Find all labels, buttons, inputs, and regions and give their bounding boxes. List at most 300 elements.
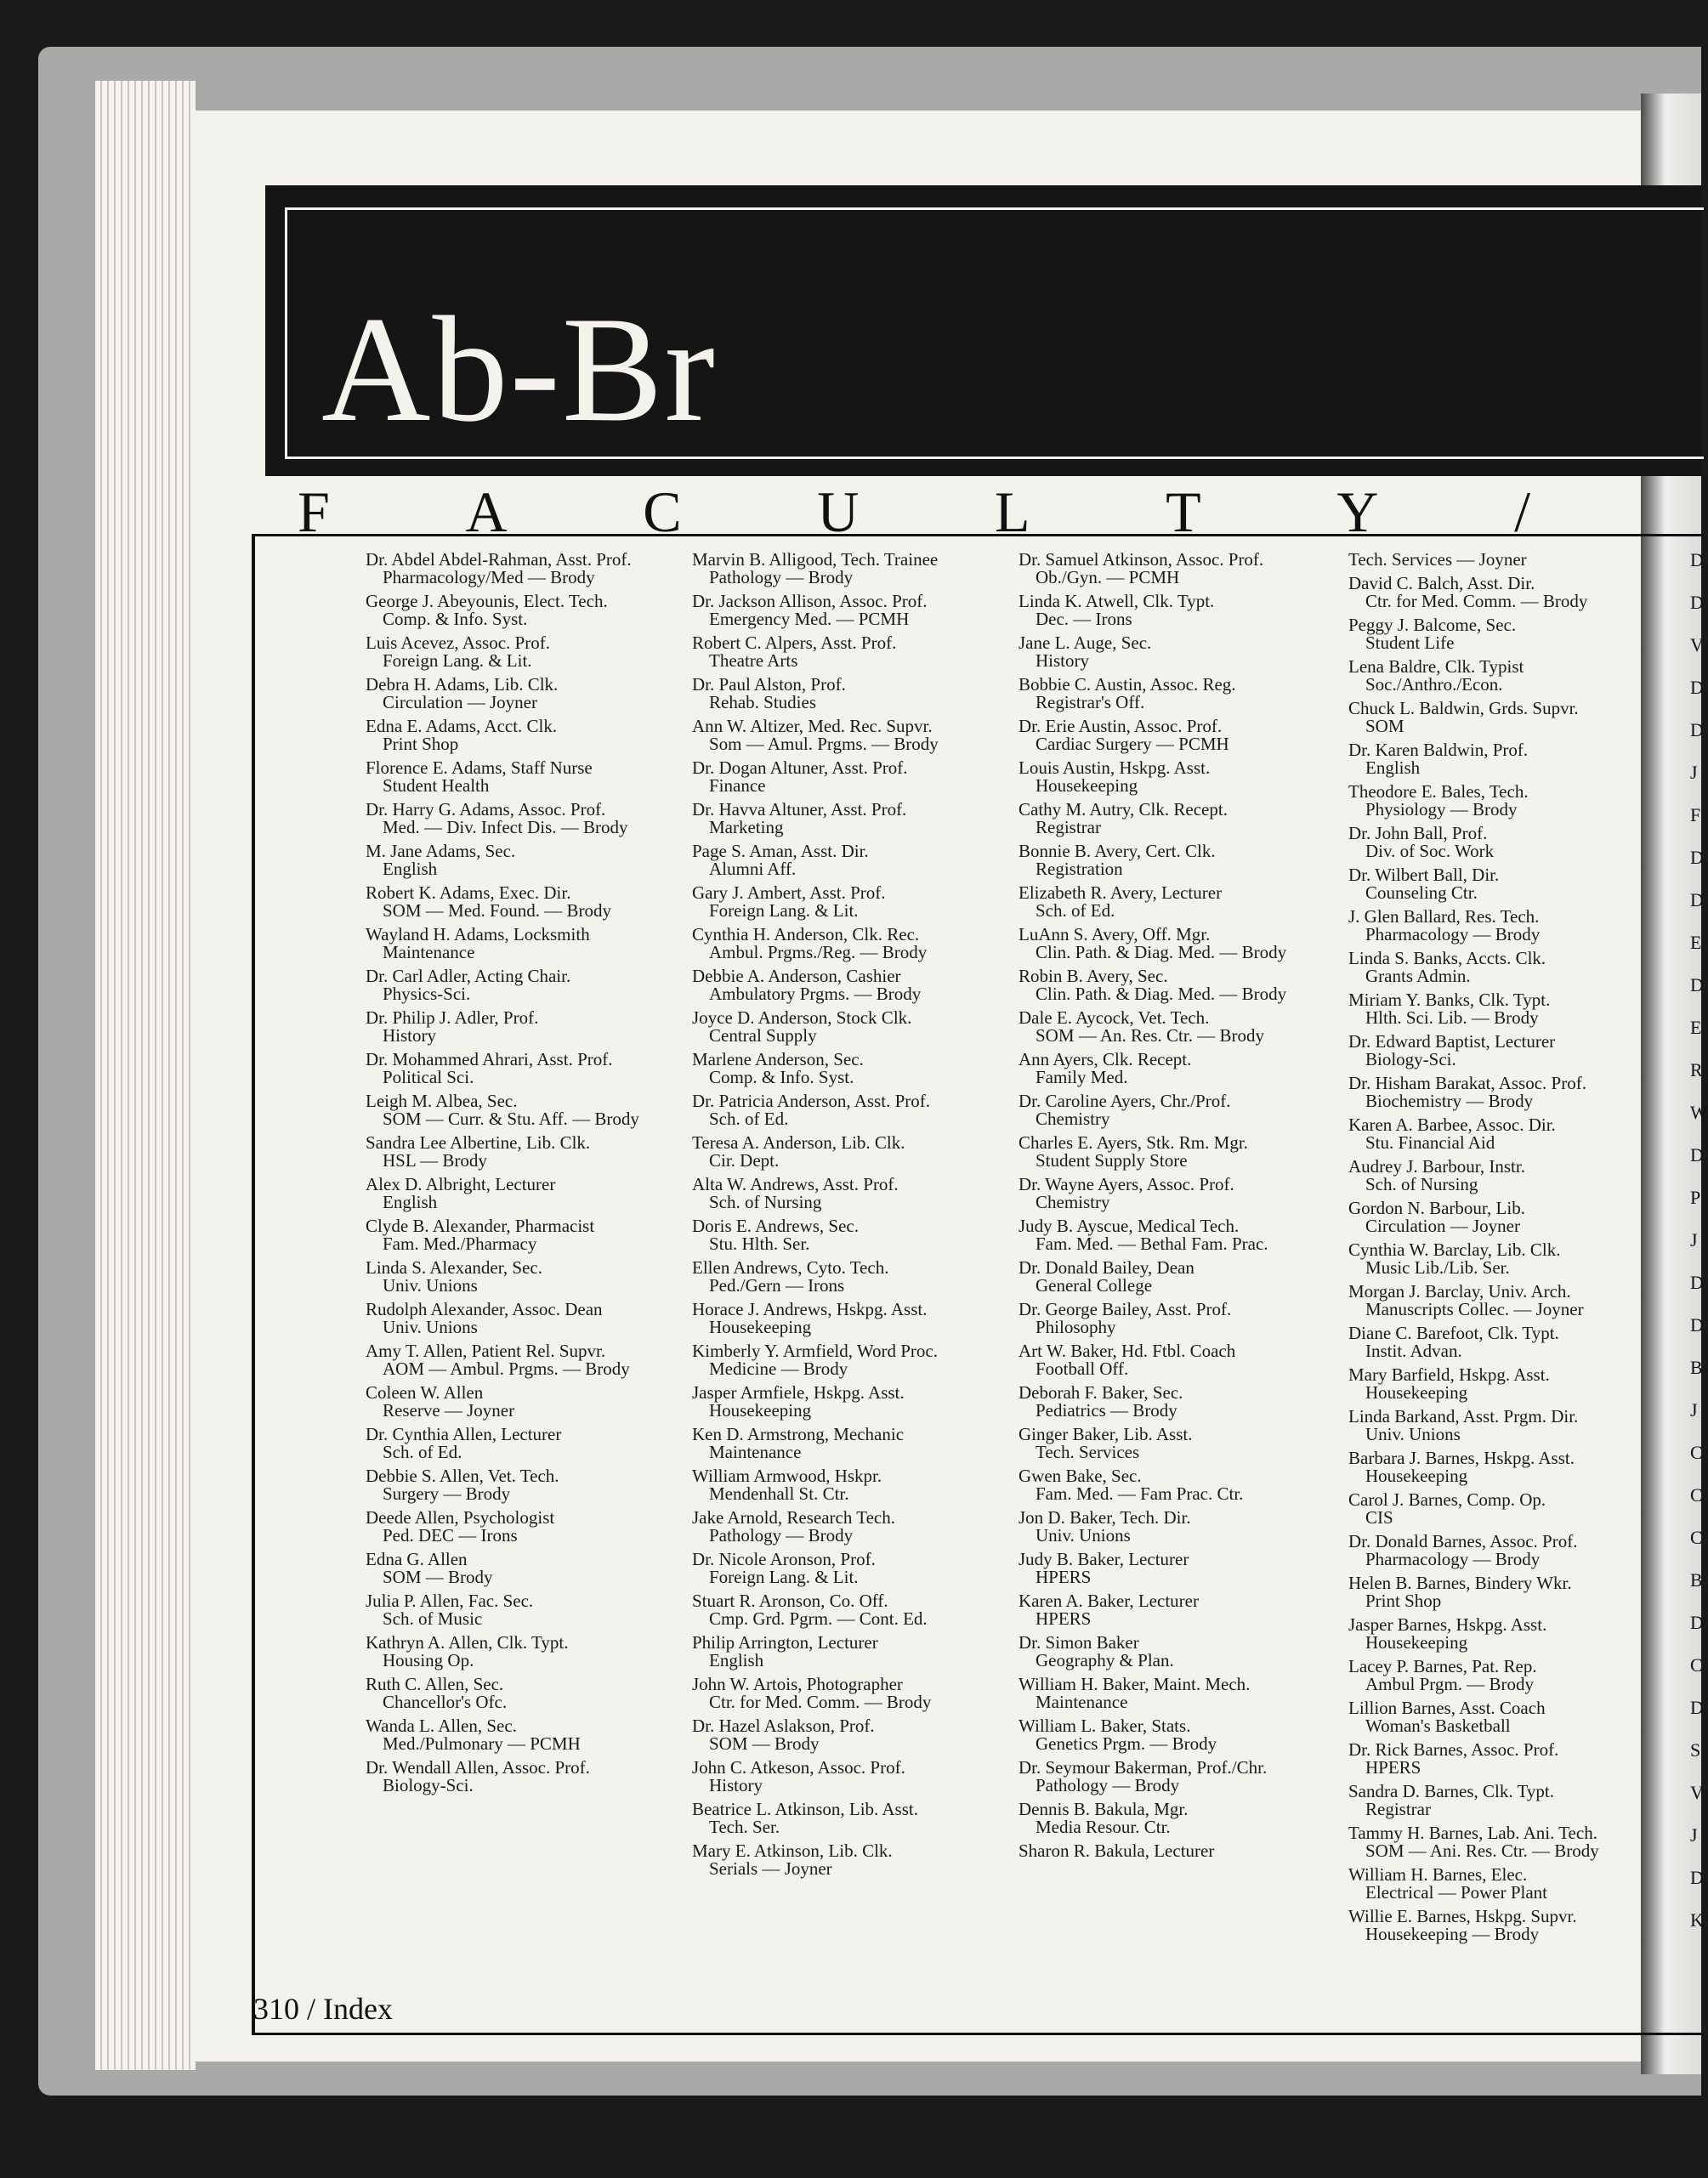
index-entry xyxy=(366,1384,639,1420)
index-entry xyxy=(366,842,639,878)
entry-name-line: Dr. Havva Altuner, Asst. Prof. xyxy=(692,799,907,820)
entry-dept-line: Housing Op. xyxy=(383,1650,474,1670)
entry-dept-line: Housekeeping xyxy=(709,1400,812,1421)
entry-dept-line: SOM xyxy=(1365,716,1404,736)
entry-dept-line: Chancellor's Ofc. xyxy=(383,1692,508,1712)
entry-name-line: Judy B. Baker, Lecturer xyxy=(1019,1549,1189,1569)
index-entry xyxy=(366,1676,639,1711)
entry-dept-line: English xyxy=(383,1192,438,1212)
entry-dept-line: Student Health xyxy=(383,775,490,796)
index-entry xyxy=(692,842,939,878)
entry-name-line: Lacey P. Barnes, Pat. Rep. xyxy=(1348,1656,1537,1676)
index-entry xyxy=(1348,1033,1599,1069)
index-entry xyxy=(1019,1676,1286,1711)
entry-name-line: Diane C. Barefoot, Clk. Typt. xyxy=(1348,1323,1559,1343)
entry-dept-line: Geography & Plan. xyxy=(1036,1650,1174,1670)
index-entry xyxy=(692,1551,939,1586)
entry-name-line: Robert C. Alpers, Asst. Prof. xyxy=(692,632,897,653)
index-entry xyxy=(692,1176,939,1211)
index-entry xyxy=(1019,1551,1286,1586)
index-entry xyxy=(366,926,639,961)
entry-dept-line: Sch. of Nursing xyxy=(1365,1174,1478,1194)
entry-dept-line: Clin. Path. & Diag. Med. — Brody xyxy=(1036,984,1287,1004)
entry-dept-line: Som — Amul. Prgms. — Brody xyxy=(709,734,939,754)
entry-dept-line: Pathology — Brody xyxy=(709,567,854,587)
index-entry xyxy=(1019,1759,1286,1795)
entry-name-line: Theodore E. Bales, Tech. xyxy=(1348,781,1529,802)
entry-name-line: Art W. Baker, Hd. Ftbl. Coach xyxy=(1019,1341,1236,1361)
facing-page-letter: D xyxy=(1690,1612,1704,1633)
index-entry xyxy=(1019,551,1286,587)
index-entry xyxy=(692,1509,939,1545)
entry-name-line: Dr. Patricia Anderson, Asst. Prof. xyxy=(692,1091,930,1111)
index-entry xyxy=(366,1051,639,1086)
entry-dept-line: Sch. of Ed. xyxy=(709,1109,789,1129)
entry-dept-line: Print Shop xyxy=(1365,1591,1442,1611)
index-entry xyxy=(366,1467,639,1503)
entry-dept-line: Foreign Lang. & Lit. xyxy=(709,900,859,921)
index-entry xyxy=(366,1301,639,1336)
entry-dept-line: Pharmacology/Med — Brody xyxy=(383,567,595,587)
entry-dept-line: Woman's Basketball xyxy=(1365,1716,1511,1736)
entry-dept-line: Registrar xyxy=(1365,1799,1431,1819)
entry-name-line: Amy T. Allen, Patient Rel. Supvr. xyxy=(366,1341,606,1361)
entry-name-line: Page S. Aman, Asst. Dir. xyxy=(692,841,869,861)
index-entry xyxy=(1348,1616,1599,1652)
index-entry xyxy=(1019,926,1286,961)
entry-name-line: Dr. Karen Baldwin, Prof. xyxy=(1348,740,1529,760)
index-entry xyxy=(366,1592,639,1628)
entry-dept-line: Electrical — Power Plant xyxy=(1365,1882,1548,1903)
entry-name-line: Dennis B. Bakula, Mgr. xyxy=(1019,1799,1189,1819)
entry-dept-line: Sch. of Music xyxy=(383,1608,483,1629)
entry-name-line: Willie E. Barnes, Hskpg. Supvr. xyxy=(1348,1906,1577,1926)
entry-name-line: Teresa A. Anderson, Lib. Clk. xyxy=(692,1132,905,1153)
entry-dept-line: Mendenhall St. Ctr. xyxy=(709,1483,849,1504)
facing-page-letter: D xyxy=(1690,1697,1704,1718)
entry-name-line: Beatrice L. Atkinson, Lib. Asst. xyxy=(692,1799,918,1819)
entry-name-line: William H. Barnes, Elec. xyxy=(1348,1864,1528,1885)
entry-name-line: Dr. Edward Baptist, Lecturer xyxy=(1348,1031,1556,1052)
entry-dept-line: Biochemistry — Brody xyxy=(1365,1091,1534,1111)
entry-dept-line: Maintenance xyxy=(1036,1692,1128,1712)
entry-name-line: Edna E. Adams, Acct. Clk. xyxy=(366,716,558,736)
index-entry xyxy=(1348,1824,1599,1860)
index-entry xyxy=(366,884,639,920)
entry-dept-line: English xyxy=(1365,757,1421,778)
index-entry xyxy=(1019,1134,1286,1170)
index-entry xyxy=(1019,1217,1286,1253)
facing-page-letter: C xyxy=(1690,1442,1703,1463)
index-entry xyxy=(366,967,639,1003)
entry-dept-line: Chemistry xyxy=(1036,1192,1110,1212)
facing-page-letter: D xyxy=(1690,1867,1704,1888)
entry-name-line: Dr. Carl Adler, Acting Chair. xyxy=(366,966,571,986)
entry-dept-line: Football Off. xyxy=(1036,1358,1129,1379)
entry-dept-line: SOM — Ani. Res. Ctr. — Brody xyxy=(1365,1841,1599,1861)
entry-dept-line: Rehab. Studies xyxy=(709,692,816,712)
index-entry xyxy=(366,1634,639,1670)
entry-dept-line: Tech. Services xyxy=(1036,1442,1140,1462)
entry-dept-line: Instit. Advan. xyxy=(1365,1341,1462,1361)
index-entry xyxy=(1348,1908,1599,1943)
facing-page-letter: F xyxy=(1690,804,1701,825)
index-entry xyxy=(1348,1200,1599,1235)
entry-name-line: Dr. Wilbert Ball, Dir. xyxy=(1348,865,1500,885)
index-entry xyxy=(692,967,939,1003)
entry-dept-line: English xyxy=(383,859,438,879)
facing-page-letter: D xyxy=(1690,549,1704,570)
entry-dept-line: Registrar xyxy=(1036,817,1101,837)
entry-name-line: Peggy J. Balcome, Sec. xyxy=(1348,615,1517,635)
entry-name-line: Cathy M. Autry, Clk. Recept. xyxy=(1019,799,1228,820)
index-entry xyxy=(1348,908,1599,944)
index-entry xyxy=(1348,1741,1599,1777)
entry-dept-line: Housekeeping xyxy=(1365,1382,1468,1403)
entry-name-line: Joyce D. Anderson, Stock Clk. xyxy=(692,1007,912,1028)
entry-dept-line: Finance xyxy=(709,775,766,796)
index-entry xyxy=(1019,1467,1286,1503)
index-entry xyxy=(1019,1009,1286,1045)
entry-name-line: Louis Austin, Hskpg. Asst. xyxy=(1019,757,1211,778)
entry-dept-line: Dec. — Irons xyxy=(1036,609,1132,629)
entry-name-line: Debbie S. Allen, Vet. Tech. xyxy=(366,1466,559,1486)
entry-name-line: Deede Allen, Psychologist xyxy=(366,1507,555,1528)
index-entry xyxy=(692,593,939,628)
entry-name-line: Cynthia W. Barclay, Lib. Clk. xyxy=(1348,1239,1561,1260)
entry-dept-line: Physiology — Brody xyxy=(1365,799,1518,820)
index-entry xyxy=(1019,1092,1286,1128)
entry-dept-line: Sch. of Ed. xyxy=(1036,900,1115,921)
entry-name-line: M. Jane Adams, Sec. xyxy=(366,841,516,861)
entry-name-line: Linda S. Alexander, Sec. xyxy=(366,1257,542,1278)
entry-name-line: Dr. Donald Bailey, Dean xyxy=(1019,1257,1194,1278)
facing-page-letter: S xyxy=(1690,1739,1701,1761)
entry-name-line: Dr. Hazel Aslakson, Prof. xyxy=(692,1716,875,1736)
entry-dept-line: Circulation — Joyner xyxy=(1365,1216,1520,1236)
entry-dept-line: Univ. Unions xyxy=(1036,1525,1131,1546)
index-entry xyxy=(366,1551,639,1586)
entry-name-line: Debra H. Adams, Lib. Clk. xyxy=(366,674,559,695)
entry-name-line: Dr. Dogan Altuner, Asst. Prof. xyxy=(692,757,908,778)
entry-name-line: Dr. Simon Baker xyxy=(1019,1632,1139,1653)
entry-dept-line: HPERS xyxy=(1036,1567,1092,1587)
entry-dept-line: Pharmacology — Brody xyxy=(1365,924,1541,944)
index-entry xyxy=(366,1426,639,1461)
entry-dept-line: CIS xyxy=(1365,1507,1393,1528)
facing-page-letter: V xyxy=(1690,634,1704,655)
entry-dept-line: History xyxy=(709,1775,763,1795)
index-entry xyxy=(1019,1592,1286,1628)
entry-dept-line: Housekeeping xyxy=(709,1317,812,1337)
facing-page-letter: D xyxy=(1690,719,1704,740)
index-column-2 xyxy=(692,551,939,1884)
entry-dept-line: Div. of Soc. Work xyxy=(1365,841,1495,861)
entry-name-line: Dr. Jackson Allison, Assoc. Prof. xyxy=(692,591,928,611)
entry-dept-line: Central Supply xyxy=(709,1025,817,1046)
entry-name-line: Dr. Rick Barnes, Assoc. Prof. xyxy=(1348,1739,1559,1760)
index-entry xyxy=(1348,1366,1599,1402)
index-entry xyxy=(692,801,939,837)
entry-name-line: Ruth C. Allen, Sec. xyxy=(366,1674,504,1694)
entry-dept-line: Surgery — Brody xyxy=(383,1483,511,1504)
index-entry xyxy=(1348,1449,1599,1485)
entry-name-line: Sharon R. Bakula, Lecturer xyxy=(1019,1841,1215,1861)
index-entry xyxy=(1348,950,1599,985)
entry-name-line: Marvin B. Alligood, Tech. Trainee xyxy=(692,549,939,570)
entry-dept-line: Registrar's Off. xyxy=(1036,692,1145,712)
entry-name-line: Dr. Paul Alston, Prof. xyxy=(692,674,846,695)
facing-page-letter: D xyxy=(1690,1272,1704,1293)
entry-name-line: Kimberly Y. Armfield, Word Proc. xyxy=(692,1341,938,1361)
index-entry xyxy=(1348,1866,1599,1902)
entry-name-line: Jasper Armfiele, Hskpg. Asst. xyxy=(692,1382,905,1403)
entry-name-line: Miriam Y. Banks, Clk. Typt. xyxy=(1348,990,1551,1010)
index-entry xyxy=(1019,1342,1286,1378)
entry-name-line: David C. Balch, Asst. Dir. xyxy=(1348,573,1535,593)
index-entry xyxy=(692,1426,939,1461)
entry-dept-line: Ctr. for Med. Comm. — Brody xyxy=(1365,591,1588,611)
entry-dept-line: Comp. & Info. Syst. xyxy=(709,1067,854,1087)
entry-name-line: Sandra D. Barnes, Clk. Typt. xyxy=(1348,1781,1554,1801)
index-column-1 xyxy=(366,551,639,1801)
entry-dept-line: Serials — Joyner xyxy=(709,1858,832,1879)
page-edges xyxy=(95,81,196,2070)
index-entry xyxy=(692,1801,939,1836)
entry-name-line: Florence E. Adams, Staff Nurse xyxy=(366,757,593,778)
entry-dept-line: Ob./Gyn. — PCMH xyxy=(1036,567,1180,587)
index-entry xyxy=(1019,1717,1286,1753)
facing-page-letter: C xyxy=(1690,1527,1703,1548)
index-entry xyxy=(1348,1408,1599,1443)
facing-page-letter: J xyxy=(1690,1399,1698,1421)
index-entry xyxy=(1348,1491,1599,1527)
entry-dept-line: Ped./Gern — Irons xyxy=(709,1275,845,1296)
entry-dept-line: Maintenance xyxy=(383,942,475,962)
entry-name-line: Luis Acevez, Assoc. Prof. xyxy=(366,632,550,653)
index-entry xyxy=(366,634,639,670)
index-entry xyxy=(1019,1842,1286,1860)
index-entry xyxy=(692,1009,939,1045)
entry-name-line: LuAnn S. Avery, Off. Mgr. xyxy=(1019,924,1211,944)
entry-dept-line: Hlth. Sci. Lib. — Brody xyxy=(1365,1007,1539,1028)
facing-page-letter: R xyxy=(1690,1059,1703,1080)
entry-name-line: William Armwood, Hskpr. xyxy=(692,1466,882,1486)
entry-name-line: Tech. Services — Joyner xyxy=(1348,549,1527,570)
entry-dept-line: Ped. DEC — Irons xyxy=(383,1525,518,1546)
index-entry xyxy=(1019,1051,1286,1086)
index-entry xyxy=(1348,658,1599,694)
index-entry xyxy=(1348,741,1599,777)
entry-dept-line: Student Life xyxy=(1365,632,1455,653)
index-entry xyxy=(692,717,939,753)
entry-name-line: Dale E. Aycock, Vet. Tech. xyxy=(1019,1007,1210,1028)
index-entry xyxy=(692,759,939,795)
entry-dept-line: Print Shop xyxy=(383,734,459,754)
entry-dept-line: Maintenance xyxy=(709,1442,802,1462)
facing-page-letter: K xyxy=(1690,1909,1704,1931)
entry-dept-line: Med. — Div. Infect Dis. — Brody xyxy=(383,817,628,837)
index-entry xyxy=(692,634,939,670)
entry-dept-line: English xyxy=(709,1650,764,1670)
index-entry xyxy=(692,1759,939,1795)
entry-name-line: Edna G. Allen xyxy=(366,1549,468,1569)
section-heading xyxy=(298,479,1530,544)
entry-name-line: Dr. Cynthia Allen, Lecturer xyxy=(366,1424,562,1444)
entry-name-line: Mary Barfield, Hskpg. Asst. xyxy=(1348,1364,1550,1385)
entry-name-line: George J. Abeyounis, Elect. Tech. xyxy=(366,591,608,611)
index-entry xyxy=(1348,825,1599,860)
index-entry xyxy=(1019,1509,1286,1545)
index-entry xyxy=(366,759,639,795)
entry-dept-line: Comp. & Info. Syst. xyxy=(383,609,528,629)
index-entry xyxy=(366,1176,639,1211)
facing-page-letter: D xyxy=(1690,1314,1704,1336)
entry-dept-line: Ctr. for Med. Comm. — Brody xyxy=(709,1692,932,1712)
entry-dept-line: Soc./Anthro./Econ. xyxy=(1365,674,1503,695)
entry-name-line: Gordon N. Barbour, Lib. xyxy=(1348,1198,1525,1218)
entry-dept-line: Marketing xyxy=(709,817,784,837)
entry-name-line: Dr. Hisham Barakat, Assoc. Prof. xyxy=(1348,1073,1586,1093)
entry-name-line: Karen A. Baker, Lecturer xyxy=(1019,1591,1199,1611)
entry-name-line: Audrey J. Barbour, Instr. xyxy=(1348,1156,1525,1177)
facing-page-letter: J xyxy=(1690,1824,1698,1846)
entry-name-line: Lillion Barnes, Asst. Coach xyxy=(1348,1698,1546,1718)
entry-dept-line: Biology-Sci. xyxy=(1365,1049,1456,1069)
section-letter: Y xyxy=(1336,479,1379,544)
entry-name-line: William H. Baker, Maint. Mech. xyxy=(1019,1674,1251,1694)
index-entry xyxy=(366,1134,639,1170)
index-entry xyxy=(692,676,939,712)
section-letter: U xyxy=(817,479,860,544)
entry-name-line: Ann Ayers, Clk. Recept. xyxy=(1019,1049,1192,1069)
entry-name-line: Dr. Wendall Allen, Assoc. Prof. xyxy=(366,1757,590,1778)
entry-name-line: J. Glen Ballard, Res. Tech. xyxy=(1348,906,1540,927)
entry-dept-line: Cir. Dept. xyxy=(709,1150,780,1171)
index-entry xyxy=(1019,884,1286,920)
entry-name-line: Ginger Baker, Lib. Asst. xyxy=(1019,1424,1193,1444)
entry-name-line: Jon D. Baker, Tech. Dir. xyxy=(1019,1507,1191,1528)
entry-dept-line: Stu. Financial Aid xyxy=(1365,1132,1495,1153)
index-entry xyxy=(1348,783,1599,819)
entry-name-line: Barbara J. Barnes, Hskpg. Asst. xyxy=(1348,1448,1575,1468)
index-entry xyxy=(1348,575,1599,610)
entry-dept-line: Circulation — Joyner xyxy=(383,692,537,712)
entry-dept-line: Fam. Med./Pharmacy xyxy=(383,1234,537,1254)
entry-dept-line: Sch. of Nursing xyxy=(709,1192,822,1212)
entry-name-line: Dr. Abdel Abdel-Rahman, Asst. Prof. xyxy=(366,549,632,570)
entry-name-line: Dr. Nicole Aronson, Prof. xyxy=(692,1549,876,1569)
index-entry xyxy=(692,1217,939,1253)
entry-name-line: Robert K. Adams, Exec. Dir. xyxy=(366,882,571,903)
section-letter: F xyxy=(298,479,330,544)
entry-dept-line: Medicine — Brody xyxy=(709,1358,848,1379)
entry-dept-line: Genetics Prgm. — Brody xyxy=(1036,1733,1217,1754)
entry-dept-line: Ambulatory Prgms. — Brody xyxy=(709,984,922,1004)
entry-dept-line: Counseling Ctr. xyxy=(1365,882,1478,903)
index-entry xyxy=(366,1009,639,1045)
index-entry xyxy=(366,717,639,753)
index-entry xyxy=(1348,1075,1599,1110)
index-entry xyxy=(1019,676,1286,712)
index-entry xyxy=(692,1592,939,1628)
entry-dept-line: Biology-Sci. xyxy=(383,1775,474,1795)
index-entry xyxy=(692,1092,939,1128)
entry-dept-line: Chemistry xyxy=(1036,1109,1110,1129)
entry-name-line: Stuart R. Aronson, Co. Off. xyxy=(692,1591,888,1611)
index-entry xyxy=(692,1717,939,1753)
entry-dept-line: Med./Pulmonary — PCMH xyxy=(383,1733,581,1754)
index-entry xyxy=(1019,967,1286,1003)
entry-name-line: Cynthia H. Anderson, Clk. Rec. xyxy=(692,924,920,944)
section-letter: T xyxy=(1166,479,1201,544)
facing-page-letter: D xyxy=(1690,677,1704,698)
entry-name-line: Jasper Barnes, Hskpg. Asst. xyxy=(1348,1614,1547,1635)
page-title: Ab-Br xyxy=(321,285,717,453)
entry-dept-line: Stu. Hlth. Ser. xyxy=(709,1234,810,1254)
index-entry xyxy=(692,926,939,961)
index-entry xyxy=(1348,1783,1599,1818)
index-entry xyxy=(1019,1801,1286,1836)
index-entry xyxy=(692,1467,939,1503)
entry-dept-line: Fam. Med. — Fam Prac. Ctr. xyxy=(1036,1483,1244,1504)
entry-name-line: Lena Baldre, Clk. Typist xyxy=(1348,656,1524,677)
entry-dept-line: Ambul Prgm. — Brody xyxy=(1365,1674,1534,1694)
index-entry xyxy=(692,1342,939,1378)
entry-dept-line: Music Lib./Lib. Ser. xyxy=(1365,1257,1510,1278)
entry-name-line: John C. Atkeson, Assoc. Prof. xyxy=(692,1757,905,1778)
section-letter: / xyxy=(1514,479,1530,544)
entry-name-line: Karen A. Barbee, Assoc. Dir. xyxy=(1348,1115,1556,1135)
entry-name-line: Dr. Caroline Ayers, Chr./Prof. xyxy=(1019,1091,1231,1111)
entry-dept-line: Ambul. Prgms./Reg. — Brody xyxy=(709,942,928,962)
entry-name-line: Ann W. Altizer, Med. Rec. Supvr. xyxy=(692,716,933,736)
entry-name-line: Leigh M. Albea, Sec. xyxy=(366,1091,518,1111)
entry-name-line: Alta W. Andrews, Asst. Prof. xyxy=(692,1174,899,1194)
index-entry xyxy=(366,801,639,837)
index-entry xyxy=(692,1259,939,1295)
entry-dept-line: Family Med. xyxy=(1036,1067,1128,1087)
entry-name-line: Clyde B. Alexander, Pharmacist xyxy=(366,1216,595,1236)
entry-name-line: Coleen W. Allen xyxy=(366,1382,484,1403)
facing-page-letter: P xyxy=(1690,1187,1701,1208)
index-entry xyxy=(1348,866,1599,902)
facing-page-letter: D xyxy=(1690,592,1704,613)
entry-name-line: Wanda L. Allen, Sec. xyxy=(366,1716,517,1736)
entry-dept-line: Foreign Lang. & Lit. xyxy=(709,1567,859,1587)
facing-page-letter: E xyxy=(1690,1017,1702,1038)
entry-name-line: Ken D. Armstrong, Mechanic xyxy=(692,1424,905,1444)
index-entry xyxy=(692,1842,939,1878)
entry-dept-line: SOM — Brody xyxy=(709,1733,820,1754)
entry-dept-line: Housekeeping xyxy=(1036,775,1138,796)
index-entry xyxy=(366,1217,639,1253)
index-entry xyxy=(1019,1176,1286,1211)
entry-dept-line: Physics-Sci. xyxy=(383,984,471,1004)
index-entry xyxy=(1019,759,1286,795)
entry-name-line: Wayland H. Adams, Locksmith xyxy=(366,924,590,944)
entry-name-line: Dr. Harry G. Adams, Assoc. Prof. xyxy=(366,799,606,820)
facing-page-letter: B xyxy=(1690,1357,1703,1378)
index-entry xyxy=(692,884,939,920)
entry-dept-line: Alumni Aff. xyxy=(709,859,797,879)
entry-dept-line: AOM — Ambul. Prgms. — Brody xyxy=(383,1358,630,1379)
entry-dept-line: Housekeeping xyxy=(1365,1632,1468,1653)
facing-page-letter: C xyxy=(1690,1654,1703,1676)
page-number: 310 / Index xyxy=(253,1992,393,2026)
entry-dept-line: Univ. Unions xyxy=(1365,1424,1461,1444)
entry-dept-line: Cmp. Grd. Pgrm. — Cont. Ed. xyxy=(709,1608,928,1629)
